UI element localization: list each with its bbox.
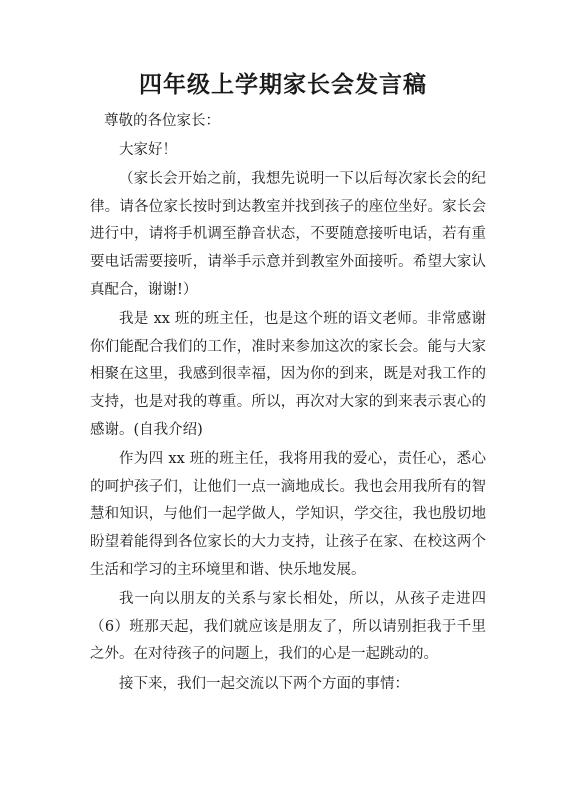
paragraph-self-introduction: 我是 xx 班的班主任，也是这个班的语文老师。非常感谢你们能配合我们的工作，准时来参加这次的家长会。能与大家相聚在这里，我感到很幸福，因为你的到来，既是对我工作的支持，也是对我的尊重。所以，再次对大家的到来表示衷心的感谢。(自我介绍) [90,311,486,438]
paragraph-friendship: 我一向以朋友的关系与家长相处，所以，从孩子走进四（6）班那天起，我们就应该是朋友了，所以请别拒我于千里之外。在对待孩子的问题上，我们的心是一起跳动的。 [90,591,486,663]
document-body [90,108,486,698]
paragraph-meeting-rules: （家长会开始之前，我想先说明一下以后每次家长会的纪律。请各位家长按时到达教室并找到孩子的座位坐好。家长会进行中，请将手机调至静音状态，不要随意接听电话，若有重要电话需要接听，请举手示意并到教室外面接听。希望大家认真配合，谢谢!） [90,171,486,298]
document-title: 四年级上学期家长会发言稿 [139,71,427,98]
paragraph-greeting: 大家好！ [119,141,177,158]
paragraph-next-topics: 接下来，我们一起交流以下两个方面的事情： [119,675,409,692]
paragraph-teacher-commitment: 作为四 xx 班的班主任，我将用我的爱心，责任心，悉心的呵护孩子们，让他们一点一滴地成长。我也会用我所有的智慧和知识，与他们一起学做人，学知识，学交往，我也殷切地盼望着能得到各位家长的大力支持，让孩子在家、在校这两个生活和学习的主环境里和谐、快乐地发展。 [90,451,486,578]
salutation: 尊敬的各位家长： [104,113,220,129]
